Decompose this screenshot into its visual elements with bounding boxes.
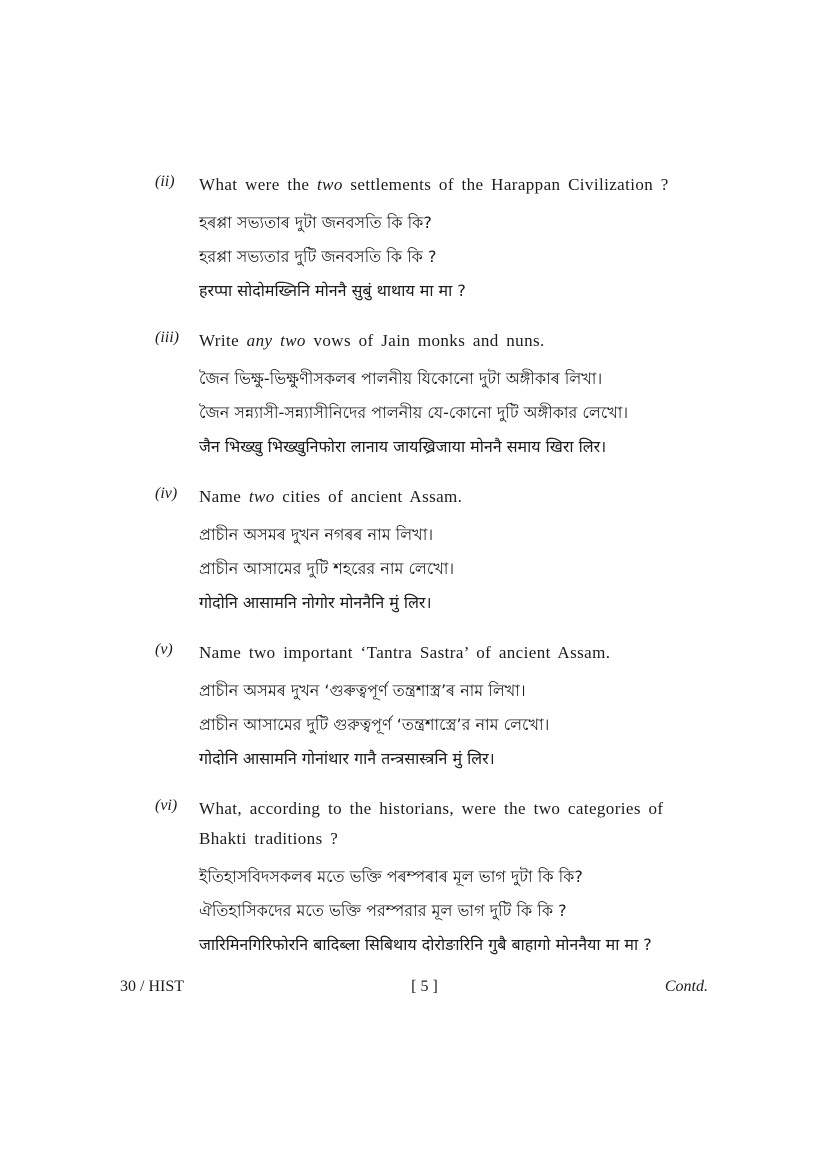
question-number: (iii) — [155, 329, 179, 346]
english-text-emphasis: any two — [246, 331, 306, 350]
english-text-post: vows of Jain monks and nuns. — [305, 331, 545, 350]
question-iii — [155, 326, 708, 464]
question-english — [199, 482, 708, 512]
translation-assamese: প্ৰাচীন অসমৰ দুখন ‘গুৰুত্বপূৰ্ণ তন্ত্ৰশাস্ত্ৰ’ৰ নাম লিখা। — [199, 681, 526, 700]
question-number: (ii) — [155, 173, 175, 190]
translation-bengali: প্রাচীন আসামের দুটি গুরুত্বপূর্ণ ‘তন্ত্রশাস্ত্রে’র নাম লেখো। — [199, 715, 550, 734]
footer-page-number: [ 5 ] — [411, 978, 438, 995]
english-text-pre: What were the — [199, 175, 317, 194]
question-english — [199, 326, 708, 356]
question-body — [199, 794, 708, 962]
translation-assamese: হৰপ্পা সভ্যতাৰ দুটা জনবসতি কি কি? — [199, 213, 432, 232]
question-number: (vi) — [155, 797, 178, 814]
translation-bengali: ঐতিহাসিকদের মতে ভক্তি পরম্পরার মূল ভাগ দুটি কি কি ? — [199, 901, 567, 920]
question-english — [199, 794, 708, 854]
translation-bodo: जैन भिख्खु भिख्खुनिफोरा लानाय जायख्रिजाया मोननै समाय खिरा लिर। — [199, 437, 607, 456]
translation-bengali: জৈন সন্ন্যাসী-সন্ন্যাসীনিদের পালনীয় যে-কোনো দুটি অঙ্গীকার লেখো। — [199, 403, 629, 422]
translation-assamese: ইতিহাসবিদসকলৰ মতে ভক্তি পৰম্পৰাৰ মূল ভাগ দুটা কি কি? — [199, 867, 583, 886]
question-number: (v) — [155, 641, 173, 658]
question-body — [199, 326, 708, 464]
translation-assamese: জৈন ভিক্ষু-ভিক্ষুণীসকলৰ পালনীয় যিকোনো দুটা অঙ্গীকাৰ লিখা। — [199, 369, 603, 388]
translation-bengali: হরপ্পা সভ্যতার দুটি জনবসতি কি কি ? — [199, 247, 437, 266]
english-text-post: cities of ancient Assam. — [274, 487, 463, 506]
question-vi — [155, 794, 708, 962]
translation-assamese: প্ৰাচীন অসমৰ দুখন নগৰৰ নাম লিখা। — [199, 525, 434, 544]
question-english — [199, 170, 708, 200]
question-body — [199, 170, 708, 308]
english-text-pre: Write — [199, 331, 247, 350]
english-text-pre: Name two important ‘Tantra Sastra’ of ancient Assam. — [199, 643, 611, 662]
translation-bengali: প্রাচীন আসামের দুটি শহরের নাম লেখো। — [199, 559, 455, 578]
translation-bodo: हरप्पा सोदोमख्निनि मोननै सुबुं थाथाय मा मा ? — [199, 281, 466, 300]
english-text-pre: What, according to the historians, were the two categories of Bhakti traditions ? — [199, 799, 664, 848]
question-english — [199, 638, 708, 668]
question-number: (iv) — [155, 485, 178, 502]
page-footer — [120, 978, 708, 996]
english-text-emphasis: two — [316, 175, 343, 194]
question-body — [199, 482, 708, 620]
translation-bodo: जारिमिनगिरिफोरनि बादिब्ला सिबिथाय दोरोङारिनि गुबै बाहागो मोननैया मा मा ? — [199, 935, 652, 954]
question-v — [155, 638, 708, 776]
english-text-pre: Name — [199, 487, 249, 506]
question-body — [199, 638, 708, 776]
translation-bodo: गोदोनि आसामनि गोनांथार गानै तन्त्रसास्त्रनि मुं लिर। — [199, 749, 495, 768]
question-ii — [155, 170, 708, 308]
english-text-emphasis: two — [248, 487, 275, 506]
question-iv — [155, 482, 708, 620]
translation-bodo: गोदोनि आसामनि नोगोर मोननैनि मुं लिर। — [199, 593, 432, 612]
footer-contd: Contd. — [664, 978, 708, 995]
english-text-post: settlements of the Harappan Civilization ? — [342, 175, 669, 194]
footer-paper-code: 30 / HIST — [120, 978, 184, 995]
